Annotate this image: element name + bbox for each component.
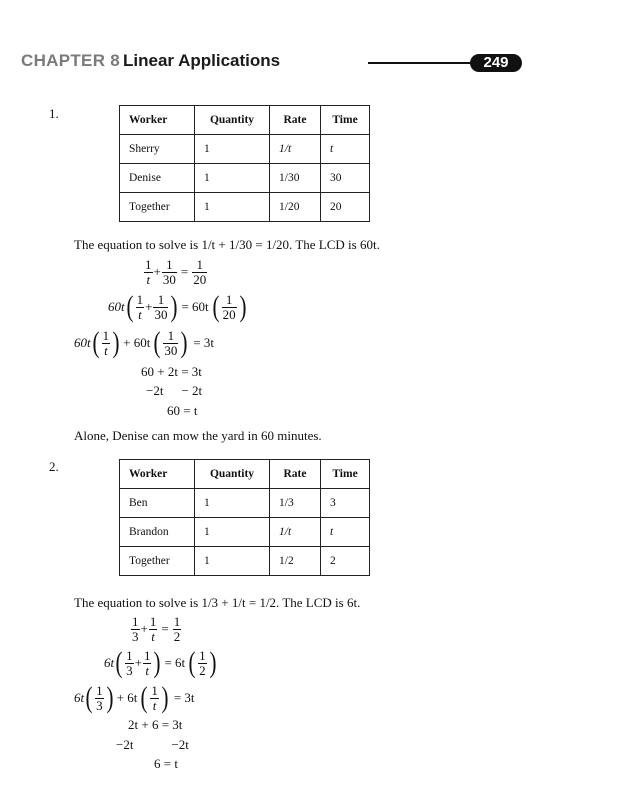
table-cell: 1/30	[270, 164, 321, 193]
table-header: Rate	[270, 460, 321, 489]
table-header: Rate	[270, 106, 321, 135]
table-header-row	[120, 460, 370, 489]
work-table	[119, 105, 370, 222]
table-cell: Denise	[120, 164, 195, 193]
header-rule	[368, 62, 480, 64]
table-cell: Brandon	[120, 518, 195, 547]
equation-step: 6t ( $\frac{1}{3}$ ) + 6t ( $\frac{1}{t}$ ) = 3t	[74, 681, 195, 714]
table-cell: Together	[120, 193, 195, 222]
table-header: Quantity	[195, 460, 270, 489]
table-row	[120, 193, 370, 222]
table-cell: Sherry	[120, 135, 195, 164]
table-cell: 2	[321, 547, 370, 576]
conclusion: Alone, Denise can mow the yard in 60 minutes.	[74, 428, 322, 443]
chapter-title: Linear Applications	[123, 51, 281, 70]
table-row	[120, 164, 370, 193]
equation-step: 60t ( $\frac{1}{t}$ + $\frac{1}{30}$ ) = 60t ( $\frac{1}{20}$ )	[108, 290, 247, 323]
table-row	[120, 518, 370, 547]
table-header: Worker	[120, 106, 195, 135]
equation-step: 60 + 2t = 3t	[141, 364, 202, 379]
table-cell: Together	[120, 547, 195, 576]
table-cell: 1	[195, 135, 270, 164]
table-header-row	[120, 106, 370, 135]
table-cell: 1	[195, 164, 270, 193]
fraction: $\frac{1}{t}$	[145, 257, 152, 287]
table-header: Time	[321, 460, 370, 489]
equation-step: 6 = t	[154, 756, 178, 771]
equation-intro: The equation to solve is 1/t + 1/30 = 1/20. The LCD is 60t.	[74, 237, 380, 252]
table-cell: 1	[195, 547, 270, 576]
equation-step: 6t ( $\frac{1}{3}$ + $\frac{1}{t}$ ) = 6t ( $\frac{1}{2}$ )	[104, 646, 217, 679]
table-cell: Ben	[120, 489, 195, 518]
fraction: $\frac{1}{30}$	[162, 257, 176, 287]
equation-step: −2t −2t	[116, 737, 189, 752]
equation-step: 60t ( $\frac{1}{t}$ ) + 60t ( $\frac{1}{30}$ ) = 3t	[74, 326, 215, 359]
table-cell: 3	[321, 489, 370, 518]
table-cell: 1	[195, 518, 270, 547]
table-row	[120, 135, 370, 164]
table-cell: t	[321, 518, 370, 547]
table-cell: 1/t	[270, 135, 321, 164]
table-cell: 1/3	[270, 489, 321, 518]
table-cell: 30	[321, 164, 370, 193]
table-cell: 1	[195, 193, 270, 222]
equation-step: $\frac{1}{t}$ + $\frac{1}{30}$ = $\frac{1}{20}$	[145, 257, 207, 287]
equation-intro: The equation to solve is 1/3 + 1/t = 1/2. The LCD is 6t.	[74, 595, 361, 610]
equation-step: 60 = t	[167, 403, 198, 418]
work-table	[119, 459, 370, 576]
problem-number: 2.	[49, 459, 59, 474]
table-cell: 1	[195, 489, 270, 518]
equation-step: 2t + 6 = 3t	[128, 717, 183, 732]
table-cell: 1/20	[270, 193, 321, 222]
table-cell: 1/t	[270, 518, 321, 547]
table-cell: t	[321, 135, 370, 164]
equation-step: −2t − 2t	[146, 383, 203, 398]
table-header: Quantity	[195, 106, 270, 135]
fraction: $\frac{1}{20}$	[193, 257, 207, 287]
table-header: Worker	[120, 460, 195, 489]
table-cell: 20	[321, 193, 370, 222]
problem-number: 1.	[49, 106, 59, 121]
equation-step: $\frac{1}{3}$ + $\frac{1}{t}$ = $\frac{1}{2}$	[132, 614, 181, 644]
table-row	[120, 547, 370, 576]
chapter-label: CHAPTER 8	[21, 51, 121, 70]
table-header: Time	[321, 106, 370, 135]
table-cell: 1/2	[270, 547, 321, 576]
table-row	[120, 489, 370, 518]
page-number-badge: 249	[470, 54, 522, 72]
